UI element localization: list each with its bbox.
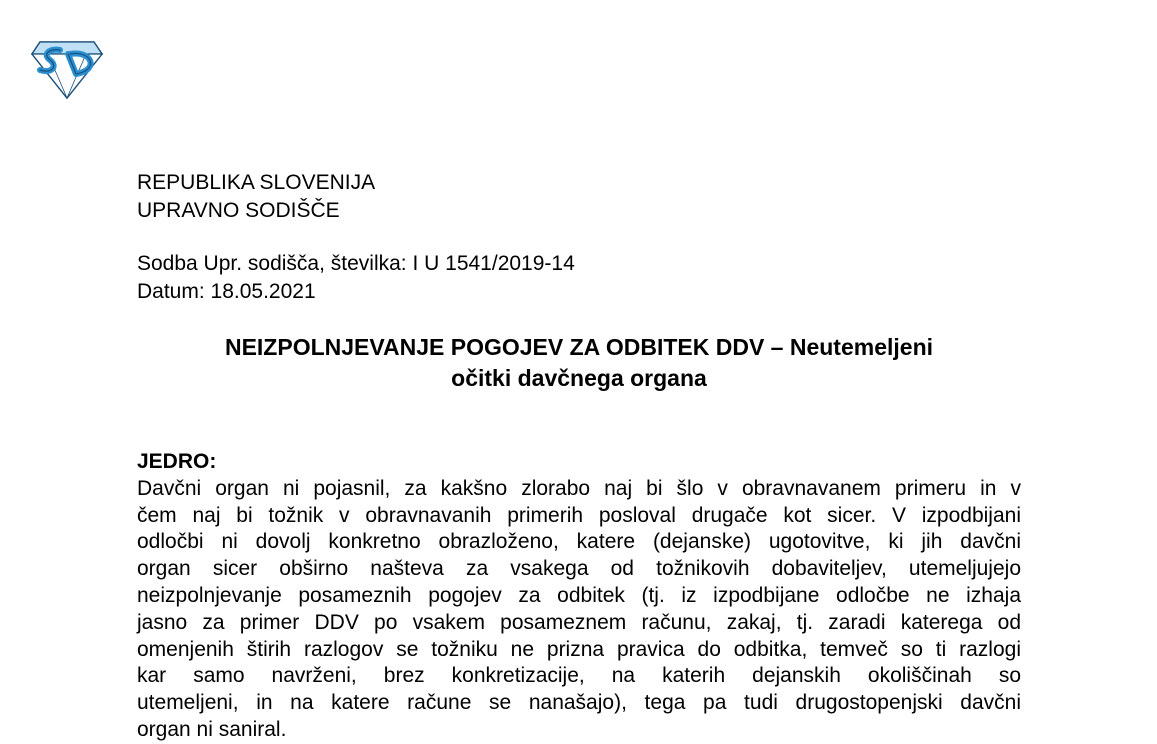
case-number: Sodba Upr. sodišča, številka: I U 1541/2019-14 [137, 252, 575, 275]
court-diamond-logo-icon [30, 40, 104, 100]
country-name: REPUBLIKA SLOVENIJA [137, 171, 376, 194]
core-text-line: Davčni organ ni pojasnil, za kakšno zlorabo naj bi šlo v obravnavanem primeru in v [137, 476, 1021, 500]
title-line-2: očitki davčnega organa [451, 365, 707, 391]
core-text-line: organ sicer obširno našteva za vsakega od tožnikovih dobaviteljev, utemeljujejo [137, 557, 1021, 581]
document-title [137, 332, 1021, 394]
core-text-line: kar samo navrženi, brez konkretizacije, na katerih dejanskih okoliščinah so [137, 664, 1021, 688]
court-header [137, 169, 375, 225]
case-info [137, 250, 575, 306]
core-heading: JEDRO: [137, 450, 217, 473]
core-section [137, 449, 1021, 744]
core-text-line: odločbi ni dovolj konkretno obrazloženo, katere (dejanske) ugotovitve, ki jih davčni [137, 530, 1021, 554]
core-text-line: jasno za primer DDV po vsakem posameznem računu, zakaj, tj. zaradi katerega od [137, 610, 1021, 634]
court-name: UPRAVNO SODIŠČE [137, 199, 340, 222]
core-text-line: organ ni saniral. [137, 717, 287, 741]
case-date: Datum: 18.05.2021 [137, 280, 316, 303]
core-text-line: omenjenih štirih razlogov se tožniku ne prizna pravica do odbitka, temveč so ti razlogi [137, 637, 1021, 661]
core-text-line: utemeljeni, in na katere račune se nanašajo), tega pa tudi drugostopenjski davčni [137, 691, 1021, 715]
core-text-line: čem naj bi tožnik v obravnavanih primerih posloval drugače kot sicer. V izpodbijani [137, 503, 1021, 527]
core-text-line: neizpolnjevanje posameznih pogojev za odbitek (tj. iz izpodbijane odločbe ne izhaja [137, 583, 1021, 607]
title-line-1: NEIZPOLNJEVANJE POGOJEV ZA ODBITEK DDV – Neutemeljeni [224, 334, 934, 360]
